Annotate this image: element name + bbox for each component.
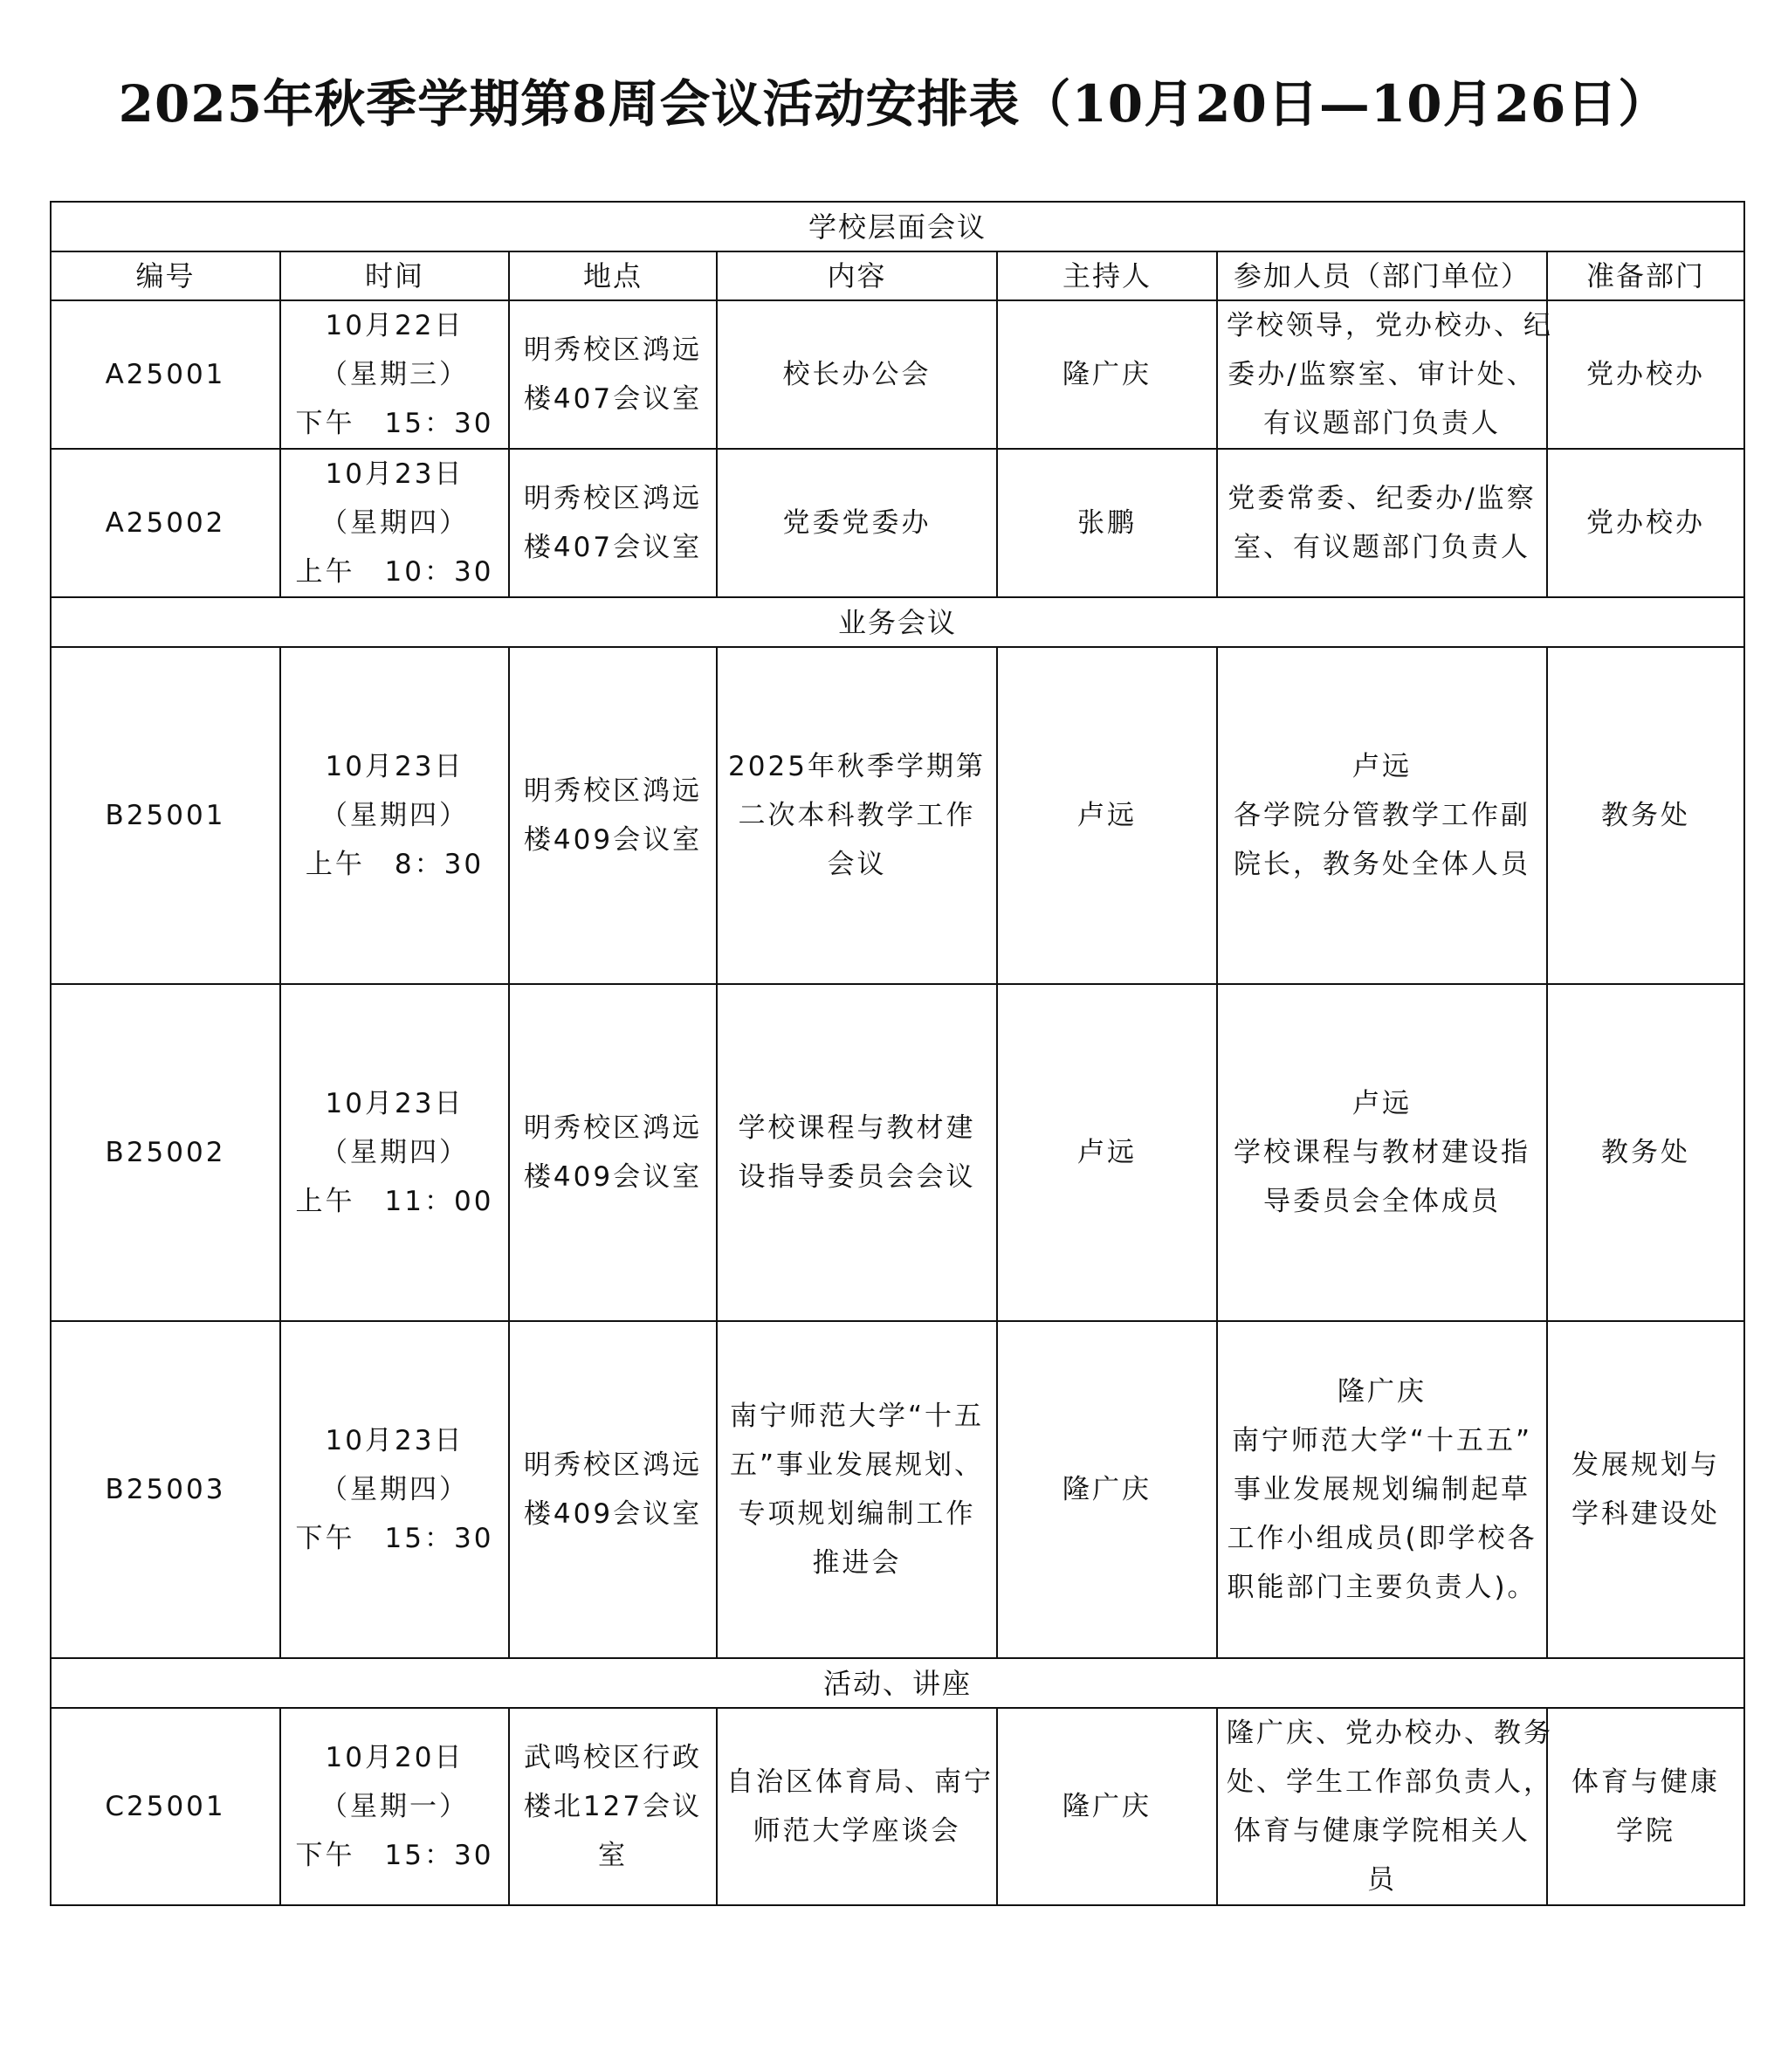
- meeting-content: [717, 647, 997, 984]
- participants-line: 院长，教务处全体人员: [1234, 849, 1530, 880]
- section-header-row: [51, 202, 1744, 251]
- table-row: [51, 647, 1744, 984]
- location-line: 楼407会议室: [523, 532, 703, 563]
- location-line: 武鸣校区行政: [524, 1742, 702, 1773]
- time-line: 10月23日: [325, 1088, 464, 1119]
- meeting-host: 卢远: [997, 647, 1217, 984]
- participants-line: 员: [1367, 1864, 1397, 1896]
- meeting-code: A25001: [51, 300, 280, 449]
- meeting-participants: [1217, 984, 1547, 1321]
- meeting-code: C25001: [51, 1708, 280, 1905]
- table-row: [51, 1321, 1744, 1658]
- meeting-department: [1547, 1321, 1744, 1658]
- column-header-location: 地点: [509, 251, 717, 300]
- content-line: 会议: [827, 849, 887, 880]
- column-header-content: 内容: [717, 251, 997, 300]
- meeting-code: B25003: [51, 1321, 280, 1658]
- participants-line: 有议题部门负责人: [1263, 408, 1501, 439]
- participants-line: 职能部门主要负责人)。: [1227, 1572, 1537, 1603]
- section-header-row: [51, 1658, 1744, 1708]
- time-line: 下午 15：30: [295, 408, 494, 439]
- meeting-host: 隆广庆: [997, 1321, 1217, 1658]
- section-header-row: [51, 597, 1744, 647]
- participants-line: 体育与健康学院相关人: [1234, 1815, 1530, 1847]
- content-line: 南宁师范大学“十五: [729, 1401, 985, 1432]
- participants-line: 委办/监察室、审计处、: [1228, 359, 1537, 390]
- meeting-participants: [1217, 1708, 1553, 1905]
- meeting-time: [280, 300, 509, 449]
- participants-line: 导委员会全体成员: [1263, 1186, 1501, 1217]
- meeting-time: [280, 1708, 509, 1905]
- content-line: 推进会: [812, 1547, 902, 1579]
- time-line: 10月23日: [325, 751, 464, 782]
- location-line: 楼407会议室: [523, 383, 703, 415]
- department-line: 教务处: [1601, 1137, 1691, 1168]
- meeting-content: [717, 300, 997, 449]
- department-line: 发展规划与: [1571, 1449, 1721, 1481]
- time-line: （星期四）: [320, 1137, 469, 1168]
- meeting-host: 隆广庆: [997, 1708, 1217, 1905]
- column-header-time: 时间: [280, 251, 509, 300]
- meeting-location: [509, 1321, 717, 1658]
- participants-line: 卢远: [1352, 751, 1412, 782]
- content-line: 设指导委员会会议: [738, 1161, 976, 1193]
- meeting-department: [1547, 300, 1744, 449]
- meeting-content: [717, 1321, 997, 1658]
- time-line: 10月22日: [325, 310, 464, 341]
- location-line: 明秀校区鸿远: [524, 1449, 702, 1481]
- participants-line: 处、学生工作部负责人，: [1227, 1766, 1553, 1798]
- content-line: 校长办公会: [782, 359, 932, 390]
- participants-line: 南宁师范大学“十五五”: [1231, 1425, 1533, 1456]
- content-line: 师范大学座谈会: [753, 1815, 961, 1847]
- meeting-time: [280, 449, 509, 597]
- section-title-activities: 活动、讲座: [51, 1658, 1744, 1708]
- time-line: （星期四）: [320, 1474, 469, 1505]
- page-title: 2025年秋季学期第8周会议活动安排表（10月20日—10月26日）: [118, 74, 1670, 134]
- location-line: 明秀校区鸿远: [524, 334, 702, 366]
- time-line: 10月23日: [325, 458, 464, 490]
- content-line: 学校课程与教材建: [738, 1112, 976, 1144]
- meeting-location: [509, 647, 717, 984]
- participants-line: 隆广庆: [1338, 1376, 1427, 1408]
- table-row: [51, 449, 1744, 597]
- time-line: 下午 15：30: [295, 1523, 494, 1554]
- column-header-code: 编号: [51, 251, 280, 300]
- content-line: 五”事业发展规划、: [729, 1449, 985, 1481]
- meeting-time: [280, 647, 509, 984]
- location-line: 室: [598, 1840, 628, 1871]
- table-row: [51, 1708, 1744, 1905]
- participants-line: 党委常委、纪委办/监察: [1228, 483, 1537, 514]
- location-line: 明秀校区鸿远: [524, 1112, 702, 1144]
- meeting-time: [280, 984, 509, 1321]
- time-line: （星期四）: [320, 507, 469, 539]
- meeting-host: 卢远: [997, 984, 1217, 1321]
- column-header-department: 准备部门: [1547, 251, 1744, 300]
- column-header-participants: 参加人员（部门单位）: [1217, 251, 1547, 300]
- participants-line: 各学院分管教学工作副: [1234, 800, 1530, 831]
- department-line: 党办校办: [1586, 507, 1706, 539]
- time-line: 10月23日: [325, 1425, 464, 1456]
- table-row: [51, 300, 1744, 449]
- meeting-time: [280, 1321, 509, 1658]
- meeting-code: B25001: [51, 647, 280, 984]
- schedule-table: [50, 201, 1745, 1906]
- participants-line: 隆广庆、党办校办、教务: [1227, 1717, 1553, 1749]
- location-line: 楼北127会议: [523, 1791, 703, 1822]
- column-header-host: 主持人: [997, 251, 1217, 300]
- section-title-business: 业务会议: [51, 597, 1744, 647]
- participants-line: 卢远: [1352, 1088, 1412, 1119]
- department-line: 学科建设处: [1571, 1498, 1721, 1530]
- meeting-host: 张鹏: [997, 449, 1217, 597]
- meeting-department: [1547, 984, 1744, 1321]
- meeting-department: [1547, 647, 1744, 984]
- department-line: 党办校办: [1586, 359, 1706, 390]
- department-line: 体育与健康: [1571, 1766, 1721, 1798]
- meeting-host: 隆广庆: [997, 300, 1217, 449]
- time-line: （星期四）: [320, 800, 469, 831]
- meeting-content: [717, 449, 997, 597]
- meeting-location: [509, 449, 717, 597]
- location-line: 明秀校区鸿远: [524, 483, 702, 514]
- participants-line: 事业发展规划编制起草: [1234, 1474, 1530, 1505]
- department-line: 学院: [1616, 1815, 1676, 1847]
- meeting-code: A25002: [51, 449, 280, 597]
- time-line: 上午 8：30: [305, 849, 485, 880]
- content-line: 自治区体育局、南宁: [726, 1766, 994, 1798]
- meeting-location: [509, 1708, 717, 1905]
- participants-line: 学校课程与教材建设指: [1234, 1137, 1530, 1168]
- meeting-code: B25002: [51, 984, 280, 1321]
- section-title-school: 学校层面会议: [51, 202, 1744, 251]
- location-line: 楼409会议室: [523, 824, 703, 856]
- meeting-participants: [1217, 449, 1547, 597]
- meeting-content: [717, 984, 997, 1321]
- participants-line: 学校领导，党办校办、纪: [1227, 310, 1553, 341]
- table-row: [51, 984, 1744, 1321]
- participants-line: 室、有议题部门负责人: [1234, 532, 1530, 563]
- meeting-location: [509, 300, 717, 449]
- meeting-participants: [1217, 1321, 1547, 1658]
- meeting-participants: [1217, 647, 1547, 984]
- content-line: 专项规划编制工作: [738, 1498, 976, 1530]
- meeting-department: [1547, 449, 1744, 597]
- location-line: 楼409会议室: [523, 1161, 703, 1193]
- time-line: 下午 15：30: [295, 1840, 494, 1871]
- content-line: 2025年秋季学期第: [728, 751, 986, 782]
- meeting-participants: [1217, 300, 1553, 449]
- content-line: 二次本科教学工作: [738, 800, 976, 831]
- time-line: 上午 11：00: [295, 1186, 494, 1217]
- location-line: 明秀校区鸿远: [524, 775, 702, 807]
- meeting-location: [509, 984, 717, 1321]
- time-line: 10月20日: [325, 1742, 464, 1773]
- meeting-content: [717, 1708, 997, 1905]
- department-line: 教务处: [1601, 800, 1691, 831]
- location-line: 楼409会议室: [523, 1498, 703, 1530]
- time-line: （星期一）: [320, 1791, 469, 1822]
- content-line: 党委党委办: [782, 507, 932, 539]
- time-line: 上午 10：30: [295, 556, 494, 588]
- participants-line: 工作小组成员(即学校各: [1227, 1523, 1537, 1554]
- meeting-department: [1547, 1708, 1744, 1905]
- column-header-row: [51, 251, 1744, 300]
- time-line: （星期三）: [320, 359, 469, 390]
